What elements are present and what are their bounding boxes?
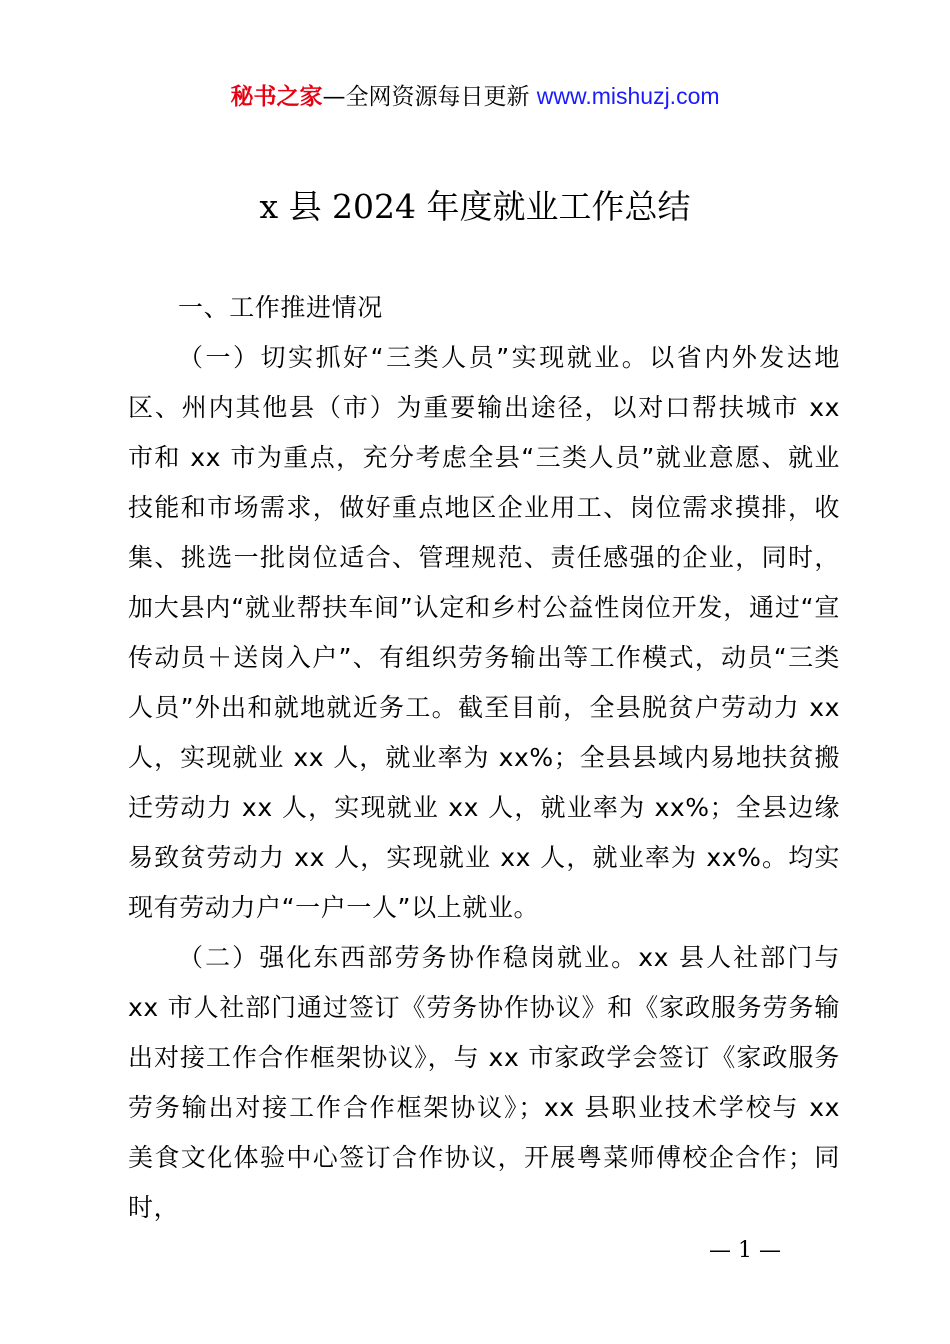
site-header (0, 80, 950, 113)
document-body (128, 283, 840, 1233)
paragraph: （一）切实抓好“三类人员”实现就业。以省内外发达地区、州内其他县（市）为重要输出途径，以对口帮扶城市 xx 市和 xx 市为重点，充分考虑全县“三类人员”就业意愿、就业技能和市场需求，做好重点地区企业用工、岗位需求摸排，收集、挑选一批岗位适合、管理规范、责任感强的企业，同时，加大县内“就业帮扶车间”认定和乡村公益性岗位开发，通过“宣传动员＋送岗入户”、有组织劳务输出等工作模式，动员“三类人员”外出和就地就近务工。截至目前，全县脱贫户劳动力 xx 人，实现就业 xx 人，就业率为 xx%；全县县域内易地扶贫搬迁劳动力 xx 人，实现就业 xx 人，就业率为 xx%；全县边缘易致贫劳动力 xx 人，实现就业 xx 人，就业率为 xx%。均实现有劳动力户“一户一人”以上就业。 (128, 343, 840, 922)
paragraph: （二）强化东西部劳务协作稳岗就业。xx 县人社部门与 xx 市人社部门通过签订《劳务协作协议》和《家政服务劳务输出对接工作合作框架协议》，与 xx 市家政学会签订《家政服务劳务输出对接工作合作框架协议》；xx 县职业技术学校与 xx 美食文化体验中心签订合作协议，开展粤菜师傅校企合作；同时， (128, 943, 840, 1222)
header-tagline: —全网资源每日更新 (322, 84, 537, 110)
document-title: x 县 2024 年度就业工作总结 (259, 187, 691, 226)
page-number: — 1 — (709, 1238, 781, 1263)
site-url-link[interactable]: www.mishuzj.com (536, 83, 720, 109)
brand-name: 秘书之家 (230, 84, 323, 110)
section-heading: 一、工作推进情况 (178, 293, 383, 322)
